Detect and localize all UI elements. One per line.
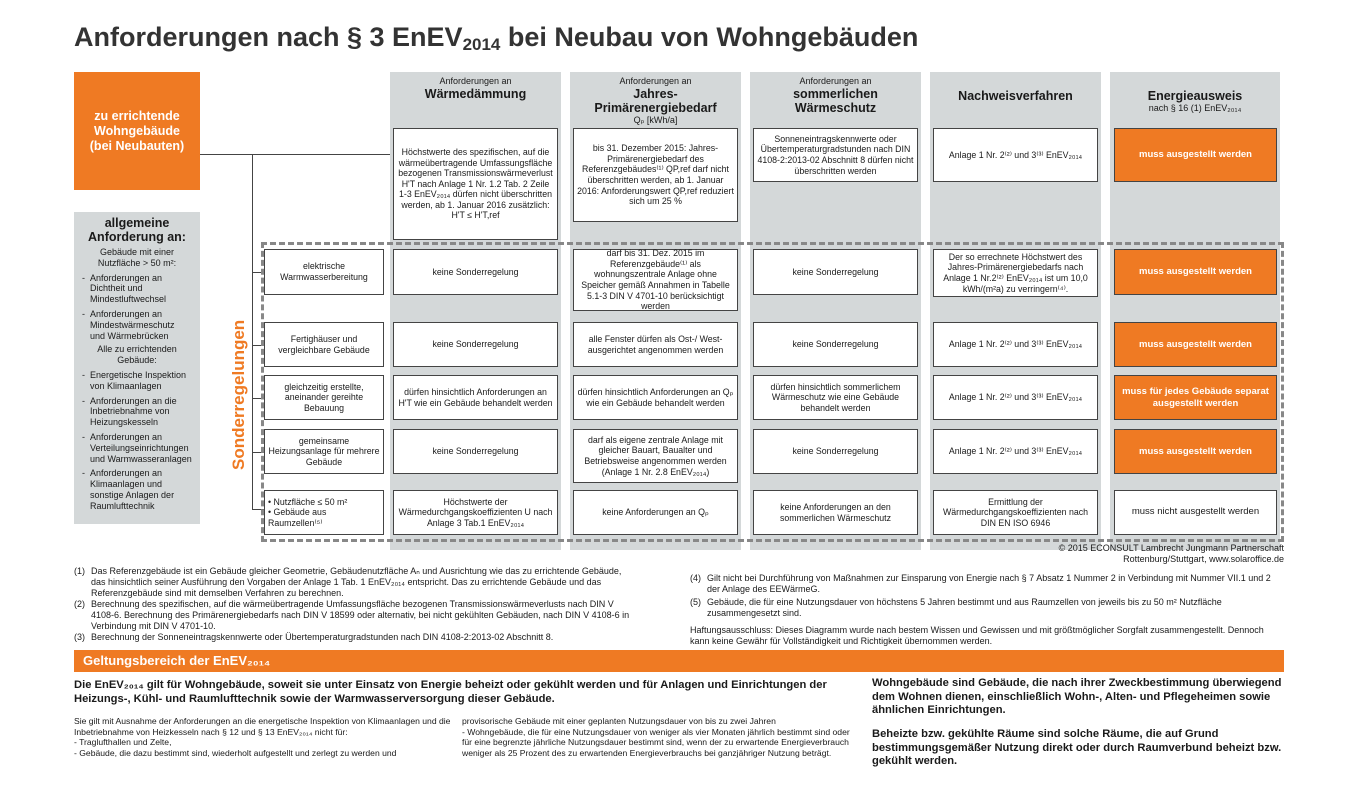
general-title: allgemeine Anforderung an: xyxy=(88,216,186,244)
row3-label: gleichzeitig erstellte, aneinander gereihte Bebauung xyxy=(264,375,384,420)
row0-sommer: Sonneneintragskennwerte oder Übertemperaturgradstunden nach DIN 4108-2:2013-02 Abschnitt 8 dürfen nicht überschritten werden xyxy=(753,128,918,182)
definition-wohngebaeude: Wohngebäude sind Gebäude, die nach ihrer Zweckbestimmung überwiegend dem Wohnen dienen, einschließlich Wohn-, Alten- und Pflegeheimen sowie ähnlichen Einrichtungen. xyxy=(872,677,1282,716)
footnote: (1) Das Referenzgebäude ist ein Gebäude gleicher Geometrie, Gebäudenutzfläche Aₙ und Ausrichtung wie das zu errichtende Gebäude, das hinsichtlich seiner Ausführung den Vorgaben der Anlage 1 Tab. 1 EnEV₂₀₁₄ entspricht. Das zu errichtende Gebäude und das Referenzgebäude sind mit demselben Verfahren zu berechnen. xyxy=(74,566,622,598)
general-item: - Anforderungen an Verteilungseinrichtungen und Warmwasseranlagen xyxy=(82,432,192,464)
row5-nachweis: Ermittlung der Wärmedurchgangskoeffizienten nach DIN EN ISO 6946 xyxy=(933,490,1098,535)
row1-nachweis: Der so errechnete Höchstwert des Jahres-Primärenergiebedarfs nach Anlage 1 Nr.2⁽²⁾ EnEV₂₀₁₄ ist um 10,0 kWh/(m²a) zu verringern⁽⁴⁾. xyxy=(933,249,1098,297)
row0-primaer: bis 31. Dezember 2015: Jahres-Primärenergiebedarf des Referenzgebäudes⁽¹⁾ QP,ref darf nicht überschritten werden, ab 1. Januar 2016: Anforderungswert QP,ref reduziert sich um 25 % xyxy=(573,128,738,222)
scope-band: Geltungsbereich der EnEV₂₀₁₄ xyxy=(74,650,1284,672)
footnote: (3) Berechnung der Sonneneintragskennwerte oder Übertemperaturgradstunden nach DIN 4108-2:2013-02 Abschnitt 8. xyxy=(74,632,554,642)
header-waermedaemmung: Anforderungen an Wärmedämmung xyxy=(424,76,527,101)
row5-waerme: Höchstwerte der Wärmedurchgangskoeffizienten U nach Anlage 3 Tab.1 EnEV₂₀₁₄ xyxy=(393,490,558,535)
general-intro2: Alle zu errichtenden Gebäude: xyxy=(97,344,177,366)
general-item: - Anforderungen an Mindestwärmeschutz und Wärmebrücken xyxy=(82,309,192,341)
row0-waerme: Höchstwerte des spezifischen, auf die wärmeübertragende Umfassungsfläche bezogenen Transmissionswärmeverlust H'T nach Anlage 1 Nr. 1.2 Tab. 2 Zeile 1-3 EnEV₂₀₁₄ dürfen nicht überschritten werden, ab 1. Januar 2016 zusätzlich: H'T ≤ H'T,ref xyxy=(393,128,558,240)
row1-sommer: keine Sonderregelung xyxy=(753,249,918,295)
footnotes-left xyxy=(74,566,634,643)
connector-vertical xyxy=(252,154,253,509)
general-item: - Anforderungen an Dichtheit und Mindestluftwechsel xyxy=(82,273,192,305)
disclaimer: Haftungsausschluss: Dieses Diagramm wurde nach bestem Wissen und Gewissen und mit größtmöglicher Sorgfalt zusammengestellt. Dennoch kann keine Gewähr für Vollständigkeit und Richtigkeit übernommen werden. xyxy=(690,625,1264,646)
general-item: - Anforderungen an die Inbetriebnahme von Heizungskesseln xyxy=(82,396,192,428)
row5-ausweis: muss nicht ausgestellt werden xyxy=(1114,490,1277,535)
sonderregelungen-label: Sonderregelungen xyxy=(229,319,248,470)
row1-primaer: darf bis 31. Dez. 2015 im Referenzgebäude⁽¹⁾ als wohnungszentrale Anlage ohne Speicher gemäß Annahmen in Tabelle 5.1-3 DIN V 4701-10 berücksichtigt werden xyxy=(573,249,738,311)
scope-text-1: Sie gilt mit Ausnahme der Anforderungen an die energetische Inspektion von Klimaanlagen und die Inbetriebnahme von Heizkesseln nach § 12 und § 13 EnEV₂₀₁₄ nicht für: - Traglufthallen und Zelte, - Gebäude, die dazu bestimmt sind, wiederholt aufgestellt und zerlegt zu werden und xyxy=(74,716,451,758)
general-item: - Energetische Inspektion von Klimaanlagen xyxy=(82,370,192,392)
general-intro: Gebäude mit einer Nutzfläche > 50 m²: xyxy=(97,247,177,268)
header-sommer: Anforderungen an sommerlichen Wärmeschutz xyxy=(793,76,878,115)
scope-text-2: provisorische Gebäude mit einer geplanten Nutzungsdauer von bis zu zwei Jahren - Wohngebäude, die für eine Nutzungsdauer von weniger als vier Monaten jährlich bestimmt sind oder für eine begrenzte jährliche Nutzungsdauer bestimmt sind, wenn der zu erwartende Energieverbrauch weniger als 25 Prozent des zu erwartenden Energieverbrauchs bei ganzjähriger Nutzung beträgt. xyxy=(462,716,850,758)
footnotes-right xyxy=(690,573,1284,647)
row4-primaer: darf als eigene zentrale Anlage mit gleicher Bauart, Baualter und Betriebsweise angenommen werden (Anlage 1 Nr. 2.8 EnEV₂₀₁₄) xyxy=(573,429,738,483)
row1-ausweis: muss ausgestellt werden xyxy=(1114,249,1277,295)
row3-primaer: dürfen hinsichtlich Anforderungen an Qₚ wie ein Gebäude behandelt werden xyxy=(573,375,738,420)
footnote: (5) Gebäude, die für eine Nutzungsdauer von höchstens 5 Jahren bestimmt und aus Raumzellen von jeweils bis zu 50 m² Nutzfläche zusammengesetzt sind. xyxy=(690,597,1222,618)
row2-primaer: alle Fenster dürfen als Ost-/ West-ausgerichtet angenommen werden xyxy=(573,322,738,367)
row4-ausweis: muss ausgestellt werden xyxy=(1114,429,1277,474)
row2-nachweis: Anlage 1 Nr. 2⁽²⁾ und 3⁽³⁾ EnEV₂₀₁₄ xyxy=(933,322,1098,367)
row5-primaer: keine Anforderungen an Qₚ xyxy=(573,490,738,535)
row4-sommer: keine Sonderregelung xyxy=(753,429,918,474)
connector-main xyxy=(200,154,390,155)
row2-waerme: keine Sonderregelung xyxy=(393,322,558,367)
row5-label: • Nutzfläche ≤ 50 m² • Gebäude aus Raumzellen⁽⁵⁾ xyxy=(264,490,384,535)
row0-ausweis: muss ausgestellt werden xyxy=(1114,128,1277,182)
neubau-box: zu errichtende Wohngebäude (bei Neubauten) xyxy=(74,72,200,190)
row3-ausweis: muss für jedes Gebäude separat ausgestellt werden xyxy=(1114,375,1277,420)
footnote: (4) Gilt nicht bei Durchführung von Maßnahmen zur Einsparung von Energie nach § 7 Absatz 1 Nummer 2 in Verbindung mit Nummer VII.1 und 2 der Anlage des EEWärmeG. xyxy=(690,573,1271,594)
row4-waerme: keine Sonderregelung xyxy=(393,429,558,474)
row0-nachweis: Anlage 1 Nr. 2⁽²⁾ und 3⁽³⁾ EnEV₂₀₁₄ xyxy=(933,128,1098,182)
row1-label: elektrische Warmwasserbereitung xyxy=(264,249,384,295)
page-title: Anforderungen nach § 3 EnEV$_{2014}$ bei Neubau von Wohngebäuden xyxy=(74,22,919,54)
copyright: © 2015 ECONSULT Lambrecht Jungmann Partnerschaft Rottenburg/Stuttgart, www.solaroffice.de xyxy=(1058,543,1284,564)
row2-ausweis: muss ausgestellt werden xyxy=(1114,322,1277,367)
row3-waerme: dürfen hinsichtlich Anforderungen an H'T wie ein Gebäude behandelt werden xyxy=(393,375,558,420)
header-primaerenergie: Anforderungen an Jahres- Primärenergiebedarf Qₚ [kWh/a] xyxy=(594,76,717,125)
row4-nachweis: Anlage 1 Nr. 2⁽²⁾ und 3⁽³⁾ EnEV₂₀₁₄ xyxy=(933,429,1098,474)
row3-nachweis: Anlage 1 Nr. 2⁽²⁾ und 3⁽³⁾ EnEV₂₀₁₄ xyxy=(933,375,1098,420)
general-requirements-box xyxy=(74,212,200,524)
row3-sommer: dürfen hinsichtlich sommerlichem Wärmeschutz wie eine Gebäude behandelt werden xyxy=(753,375,918,420)
general-item: - Anforderungen an Klimaanlagen und sonstige Anlagen der Raumlufttechnik xyxy=(82,468,192,511)
row5-sommer: keine Anforderungen an den sommerlichen Wärmeschutz xyxy=(753,490,918,535)
row2-sommer: keine Sonderregelung xyxy=(753,322,918,367)
definition-beheizt: Beheizte bzw. gekühlte Räume sind solche Räume, die auf Grund bestimmungsgemäßer Nutzung direkt oder durch Raumverbund beheizt bzw. gekühlt werden. xyxy=(872,728,1282,767)
row1-waerme: keine Sonderregelung xyxy=(393,249,558,295)
scope-bold: Die EnEV₂₀₁₄ gilt für Wohngebäude, soweit sie unter Einsatz von Energie beheizt oder gekühlt werden und für Anlagen und Einrichtungen der Heizungs-, Kühl- und Raumlufttechnik sowie der Warmwasserversorgung dieser Gebäude. xyxy=(74,679,827,705)
row4-label: gemeinsame Heizungsanlage für mehrere Gebäude xyxy=(264,429,384,474)
header-nachweis: Nachweisverfahren xyxy=(958,89,1073,103)
header-ausweis: Energieausweis nach § 16 (1) EnEV₂₀₁₄ xyxy=(1147,89,1243,113)
row2-label: Fertighäuser und vergleichbare Gebäude xyxy=(264,322,384,367)
footnote: (2) Berechnung des spezifischen, auf die wärmeübertragende Umfassungsfläche bezogenen Transmissionswärmeverlusts nach DIN V 4108-6. Berechnung des Primärenergiebedarfs nach DIN V 18599 oder alternativ, bei nicht gekühlten Gebäuden, nach DIN V 4108-6 in Verbindung mit DIN V 4701-10. xyxy=(74,599,630,631)
